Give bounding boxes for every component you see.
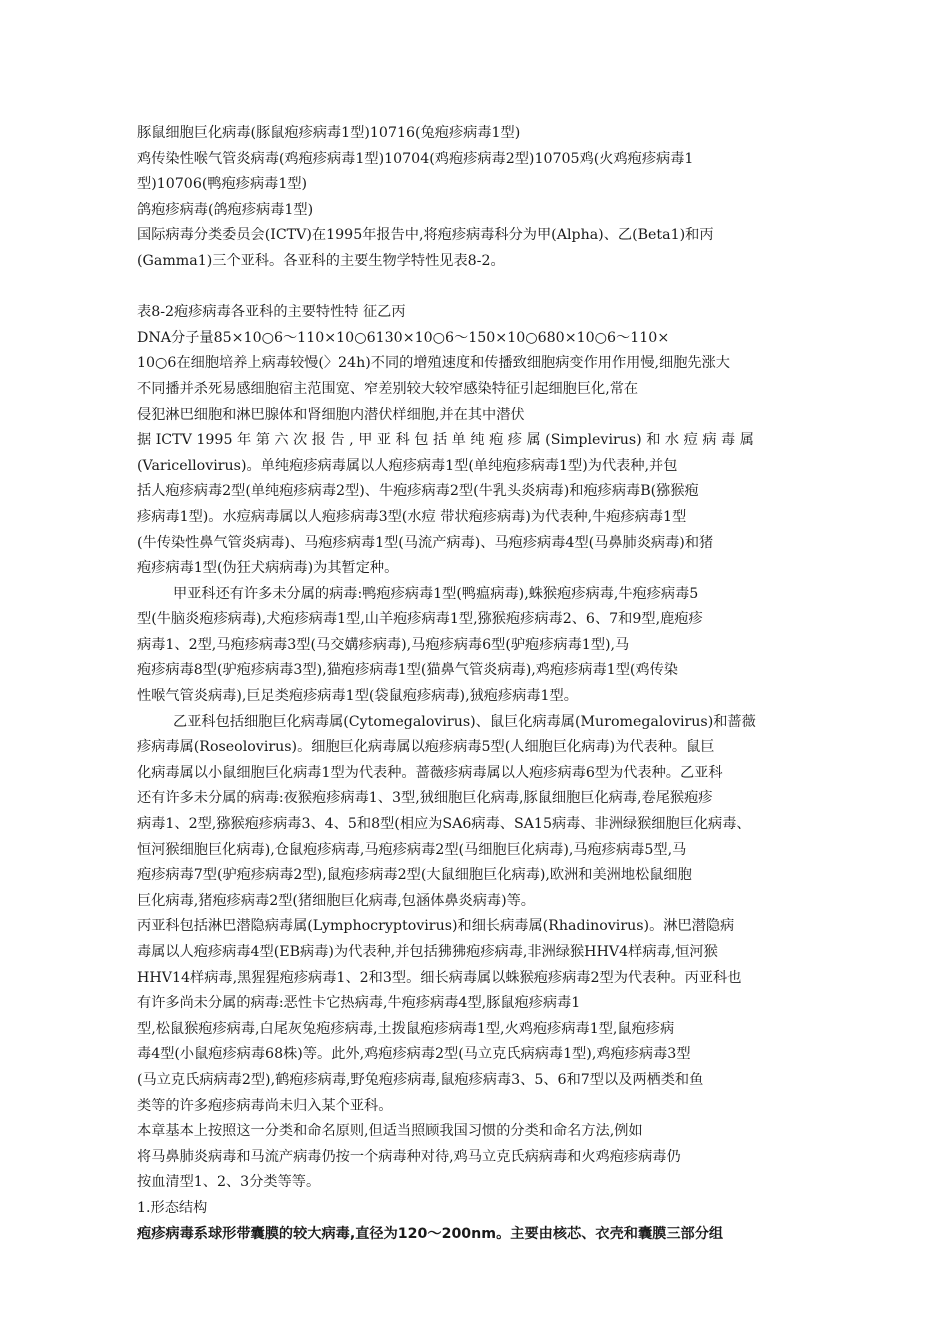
table-caption: 表8-2疱疹病毒各亚科的主要特性特 征乙丙 (137, 304, 406, 321)
paragraph-start-line: 乙亚科包括细胞巨化病毒属(Cytomegalovirus)、鼠巨化病毒属(Muromegalovirus)和蔷薇 (173, 713, 756, 730)
text-line: (Varicellovirus)。单纯疱疹病毒属以人疱疹病毒1型(单纯疱疹病毒1型)为代表种,并包 (137, 457, 678, 474)
text-line: 鸽疱疹病毒(鸽疱疹病毒1型) (137, 201, 314, 218)
text-line: 型,松鼠猴疱疹病毒,白尾灰兔疱疹病毒,土拨鼠疱疹病毒1型,火鸡疱疹病毒1型,鼠疱疹病 (137, 1020, 675, 1037)
text-line: (Gamma1)三个亚科。各亚科的主要生物学特性见表8-2。 (137, 252, 505, 269)
text-line: 不同播并杀死易感细胞宿主范围宽、窄差别较大较窄感染特征引起细胞巨化,常在 (137, 380, 639, 397)
text-line: 疹病毒属(Roseolovirus)。细胞巨化病毒属以疱疹病毒5型(人细胞巨化病毒)为代表种。鼠巨 (137, 739, 715, 756)
text-line: 据 ICTV 1995 年 第 六 次 报 告 , 甲 亚 科 包 括 单 纯 疱 疹 属 (Simplevirus) 和 水 痘 病 毒 属 (137, 432, 754, 449)
text-line: 病毒1、2型,马疱疹病毒3型(马交媾疹病毒),马疱疹病毒6型(驴疱疹病毒1型),马 (137, 636, 630, 653)
text-line: 病毒1、2型,猕猴疱疹病毒3、4、5和8型(相应为SA6病毒、SA15病毒、非洲绿猴细胞巨化病毒、 (137, 816, 751, 833)
text-line: 恒河猴细胞巨化病毒),仓鼠疱疹病毒,马疱疹病毒2型(马细胞巨化病毒),马疱疹病毒5型,马 (137, 841, 687, 858)
text-line: 本章基本上按照这一分类和命名原则,但适当照顾我国习惯的分类和命名方法,例如 (137, 1123, 643, 1140)
blank-line (137, 275, 827, 301)
text-line: 疹病毒1型)。水痘病毒属以人疱疹病毒3型(水痘 带状疱疹病毒)为代表种,牛疱疹病毒1型 (137, 508, 687, 525)
text-line: 侵犯淋巴细胞和淋巴腺体和肾细胞内潜伏样细胞,并在其中潜伏 (137, 406, 525, 423)
text-line: 疱疹病毒8型(驴疱疹病毒3型),猫疱疹病毒1型(猫鼻气管炎病毒),鸡疱疹病毒1型(鸡传染 (137, 662, 678, 679)
text-line: 括人疱疹病毒2型(单纯疱疹病毒2型)、牛疱疹病毒2型(牛乳头炎病毒)和疱疹病毒B(猕猴疱 (137, 483, 699, 500)
text-line: 毒4型(小鼠疱疹病毒68株)等。此外,鸡疱疹病毒2型(马立克氏病病毒1型),鸡疱疹病毒3型 (137, 1046, 691, 1063)
text-line: 化病毒属以小鼠细胞巨化病毒1型为代表种。蔷薇疹病毒属以人疱疹病毒6型为代表种。乙亚科 (137, 764, 723, 781)
text-line: HHV14样病毒,黑猩猩疱疹病毒1、2和3型。细长病毒属以蛛猴疱疹病毒2型为代表种。丙亚科也 (137, 969, 742, 986)
text-line: 疱疹病毒1型(伪狂犬病病毒)为其暂定种。 (137, 560, 399, 577)
text-line: 豚鼠细胞巨化病毒(豚鼠疱疹病毒1型)10716(兔疱疹病毒1型) (137, 125, 521, 141)
text-line: 巨化病毒,猪疱疹病毒2型(猪细胞巨化病毒,包涵体鼻炎病毒)等。 (137, 892, 535, 909)
text-line: 将马鼻肺炎病毒和马流产病毒仍按一个病毒种对待,鸡马立克氏病病毒和火鸡疱疹病毒仍 (137, 1148, 681, 1165)
text-line: 型)10706(鸭疱疹病毒1型) (137, 176, 308, 193)
document-page (137, 121, 827, 1273)
text-line: 按血清型1、2、3分类等等。 (137, 1174, 321, 1191)
text-line: 疱疹病毒7型(驴疱疹病毒2型),鼠疱疹病毒2型(大鼠细胞巨化病毒),欧洲和美洲地松鼠细胞 (137, 867, 692, 884)
text-line: DNA分子量85×10○6～110×10○6130×10○6～150×10○680×10○6～110× (137, 329, 670, 346)
text-line: 类等的许多疱疹病毒尚未归入某个亚科。 (137, 1097, 393, 1114)
text-line: 国际病毒分类委员会(ICTV)在1995年报告中,将疱疹病毒科分为甲(Alpha)、乙(Beta1)和丙 (137, 227, 714, 244)
text-line: 毒属以人疱疹病毒4型(EB病毒)为代表种,并包括狒狒疱疹病毒,非洲绿猴HHV4样病毒,恒河猴 (137, 944, 718, 960)
text-line: (马立克氏病病毒2型),鹤疱疹病毒,野兔疱疹病毒,鼠疱疹病毒3、5、6和7型以及两栖类和鱼 (137, 1071, 704, 1088)
text-line: 1.形态结构 (137, 1199, 208, 1216)
text-line: 还有许多未分属的病毒:夜猴疱疹病毒1、3型,狨细胞巨化病毒,豚鼠细胞巨化病毒,卷尾猴疱疹 (137, 790, 713, 807)
paragraph-start-line: 甲亚科还有许多未分属的病毒:鸭疱疹病毒1型(鸭瘟病毒),蛛猴疱疹病毒,牛疱疹病毒5 (173, 585, 699, 602)
text-line: 有许多尚未分属的病毒:恶性卡它热病毒,牛疱疹病毒4型,豚鼠疱疹病毒1 (137, 995, 581, 1012)
paragraph-start-line (137, 1247, 827, 1273)
text-line: 丙亚科包括淋巴潜隐病毒属(Lymphocryptovirus)和细长病毒属(Rhadinovirus)。淋巴潜隐病 (137, 918, 735, 935)
text-line: 型(牛脑炎疱疹病毒),犬疱疹病毒1型,山羊疱疹病毒1型,猕猴疱疹病毒2、6、7和9型,鹿疱疹 (137, 611, 703, 628)
text-line: 10○6在细胞培养上病毒较慢(〉24h)不同的增殖速度和传播致细胞病变作用作用慢,细胞先涨大 (137, 355, 730, 372)
section-heading: 疱疹病毒系球形带囊膜的较大病毒,直径为120～200nm。主要由核芯、衣壳和囊膜三部分组 (137, 1225, 724, 1242)
text-line: 鸡传染性喉气管炎病毒(鸡疱疹病毒1型)10704(鸡疱疹病毒2型)10705鸡(火鸡疱疹病毒1 (137, 150, 694, 167)
text-line: (牛传染性鼻气管炎病毒)、马疱疹病毒1型(马流产病毒)、马疱疹病毒4型(马鼻肺炎病毒)和猪 (137, 534, 714, 551)
text-line: 性喉气管炎病毒),巨足类疱疹病毒1型(袋鼠疱疹病毒),狨疱疹病毒1型。 (137, 688, 578, 705)
